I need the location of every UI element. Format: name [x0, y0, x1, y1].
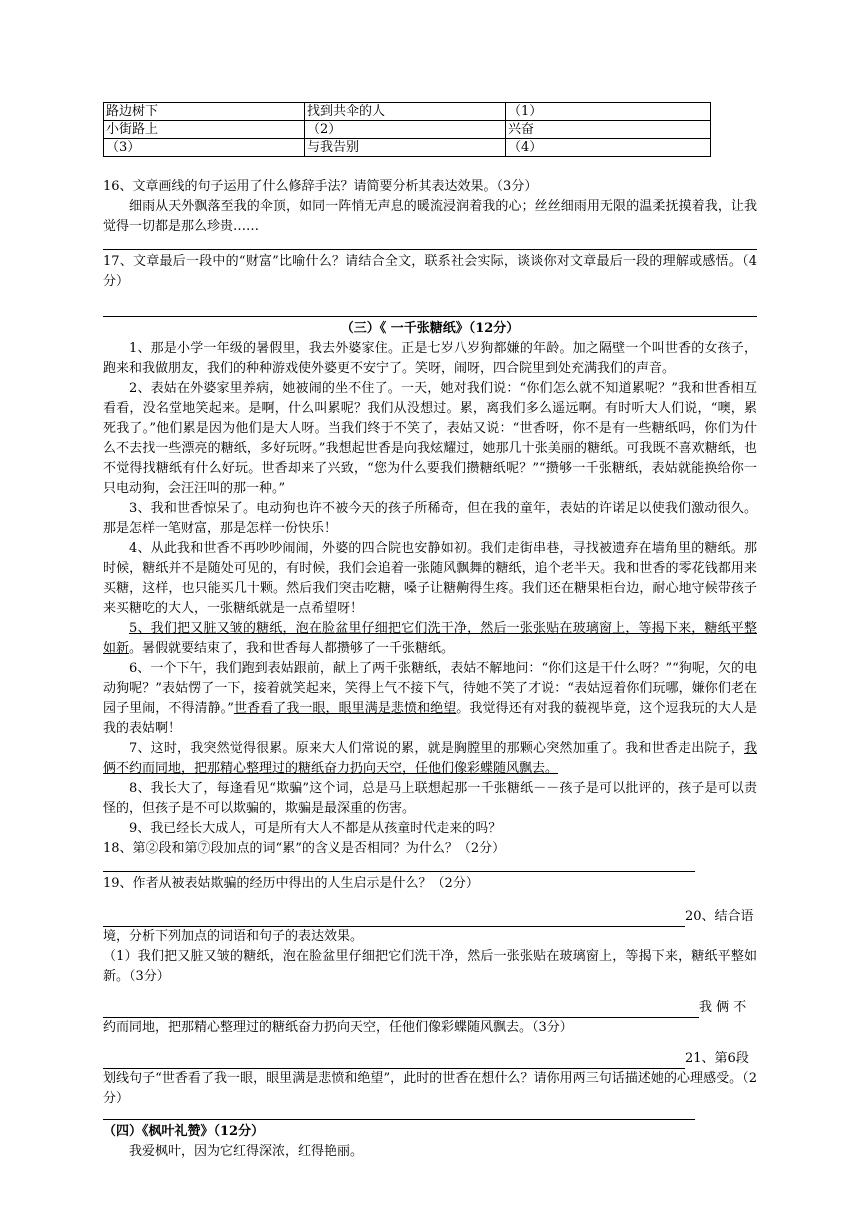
exam-page: [103, 102, 757, 1162]
question-20: 境，分析下列加点的词语和句子的表达效果。: [103, 929, 364, 944]
paragraph-9: 9、我已经长大成人，可是所有大人不都是从孩童时代走来的吗？: [129, 821, 502, 836]
table-cell: （4）: [506, 139, 711, 157]
answer-line[interactable]: [103, 871, 695, 872]
question-21-lead-line: [103, 1048, 757, 1069]
table-cell: 与我告别: [305, 139, 506, 157]
table-cell: 路边树下: [104, 103, 305, 121]
question-19: 19、作者从被表姑欺骗的经历中得出的人生启示是什么？（2分）: [103, 876, 479, 891]
table-cell: （1）: [506, 103, 711, 121]
table-cell: （2）: [305, 121, 506, 139]
answer-line[interactable]: [103, 249, 757, 250]
table-cell: 找到共伞的人: [305, 103, 506, 121]
paragraph-1: 1、那是小学一年级的暑假里，我去外婆家住。正是七岁八岁狗都嫌的年龄。加之隔壁一个叫世香的女孩子，跑来和我做朋友，我们的种种游戏使外婆更不安宁了。笑呀，闹呀，四合院里到处充满我们的声音。: [103, 341, 757, 376]
underlined-sentence: 世香看了我一眼，眼里满是悲愤和绝望: [233, 701, 457, 716]
paragraph-7-a: 7、这时，我突然觉得很累。原来大人们常说的累，就是胸膛里的那颗心突然加重了。我和世香走出院子，: [129, 741, 744, 756]
question-16-quote: 细雨从天外飘落至我的伞顶，如同一阵悄无声息的暖流浸润着我的心；丝丝细雨用无限的温柔抚摸着我，让我觉得一切都是那么珍贵……: [103, 199, 757, 234]
question-17: 17、文章最后一段中的“财富”比喻什么？请结合全文，联系社会实际，谈谈你对文章最后一段的理解或感悟。（4分）: [103, 254, 757, 289]
table-cell: 兴奋: [506, 121, 711, 139]
table-row: [104, 103, 711, 121]
table-cell: （3）: [104, 139, 305, 157]
answer-line[interactable]: [103, 1119, 695, 1120]
section-3-title: （三）《 一千张糖纸》（12分）: [103, 316, 757, 339]
question-20-lead: 20、结合语: [685, 909, 754, 924]
paragraph-7: [103, 739, 757, 779]
question-16: 16、文章画线的句子运用了什么修辞手法？请简要分析其表达效果。（3分）: [103, 179, 538, 194]
underlined-sentence: 5、我们把又脏又皱的糖纸，泡在脸盆里仔细把它们洗干净，然后一张张贴在玻璃窗上，等揭下来，糖纸平整如新: [103, 621, 757, 656]
underlined-sentence: 我俩不约而同地，把那精心整理过的糖纸奋力扔向天空，任他们像彩蝶随风飘去。: [103, 741, 757, 776]
paragraph-8: 8、我长大了，每逢看见“欺骗”这个词，总是马上联想起那一千张糖纸－－孩子是可以批评的，孩子是可以责怪的，但孩子是不可以欺骗的，欺骗是最深重的伤害。: [103, 781, 757, 816]
section-4-title: （四）《枫叶礼赞》（12分）: [103, 1124, 265, 1139]
answer-table: [103, 102, 711, 157]
question-20-sentence-2: 约而同地，把那精心整理过的糖纸奋力扔向天空，任他们像彩蝶随风飘去。（3分）: [103, 1020, 573, 1035]
answer-line[interactable]: [103, 906, 685, 927]
question-18: 18、第②段和第⑦段加点的词“累”的含义是否相同？为什么？（2分）: [103, 841, 506, 856]
question-20-lead-line: [103, 906, 757, 927]
table-row: [104, 121, 711, 139]
question-20-2-lead: 我 俩 不: [699, 1000, 747, 1015]
answer-line[interactable]: [103, 1048, 685, 1069]
question-20-sentence-1: （1）我们把又脏又皱的糖纸，泡在脸盆里仔细把它们洗干净，然后一张张贴在玻璃窗上，等揭下来，糖纸平整如新。（3分）: [103, 949, 757, 984]
paragraph-5: [103, 619, 757, 659]
paragraph-2: 2、表姑在外婆家里养病，她被闹的坐不住了。一天，她对我们说：“你们怎么就不知道累呢？”我和世香相互看看，没名堂地笑起来。是啊，什么叫累呢？我们从没想过。累，离我们多么遥远啊。有时听大人们说，“噢，累死我了。”他们累是因为他们是大人呀。当我们终于不笑了，表姑又说：“世香呀，你不是有一些糖纸吗，你们为什么不去找一些漂亮的糖纸，多好玩呀。”我想起世香是向我炫耀过，她那几十张美丽的糖纸。可我既不喜欢糖纸，也不觉得找糖纸有什么好玩。世香却来了兴致，“您为什么要我们攒糖纸呢？”“攒够一千张糖纸，表姑就能换给你一只电动狗，会汪汪叫的那一种。”: [103, 381, 757, 496]
table-cell: 小街路上: [104, 121, 305, 139]
question-21: 划线句子“世香看了我一眼，眼里满是悲愤和绝望”，此时的世香在想什么？请你用两三句话描述她的心理感受。（2分）: [103, 1071, 757, 1106]
answer-line[interactable]: [103, 997, 699, 1018]
paragraph-6: [103, 659, 757, 739]
paragraph-4: 4、从此我和世香不再吵吵闹闹，外婆的四合院也安静如初。我们走街串巷，寻找被遗弃在墙角里的糖纸。那时候，糖纸并不是随处可见的，有时候，我们会追着一张随风飘舞的糖纸，追个老半天。我和世香的零花钱都用来买糖，这样，也只能买几十颗。然后我们突击吃糖，嗓子让糖齁得生疼。我们还在糖果柜台边，耐心地守候带孩子来买糖吃的大人，一张糖纸就是一点希望呀！: [103, 541, 757, 616]
paragraph-5-rest: 。暑假就要结束了，我和世香每人都攒够了一千张糖纸。: [129, 641, 455, 656]
section-4-paragraph-1: 我爱枫叶，因为它红得深浓，红得艳丽。: [129, 1144, 364, 1159]
table-row: [104, 139, 711, 157]
paragraph-6-b: 。我觉得还有对我的藐视毕竟，这个逗我玩的大人是我的表姑啊！: [103, 701, 757, 736]
paragraph-6-a: 6、一个下午，我们跑到表姑跟前，献上了两千张糖纸，表姑不解地问：“你们这是干什么呀？”“狗呢，欠的电动狗呢？”表姑愣了一下，接着就笑起来，笑得上气不接下气，待她不笑了才说：“表姑逗着你们玩哪，嫌你们老在园子里闹，不得清静。”: [103, 661, 757, 716]
paragraph-3: 3、我和世香惊呆了。电动狗也许不被今天的孩子所稀奇，但在我的童年，表姑的许诺足以使我们激动很久。那是怎样一笔财富，那是怎样一份快乐！: [103, 501, 757, 536]
question-20-2-lead-line: [103, 997, 757, 1018]
question-21-lead: 21、第6段: [685, 1051, 749, 1066]
